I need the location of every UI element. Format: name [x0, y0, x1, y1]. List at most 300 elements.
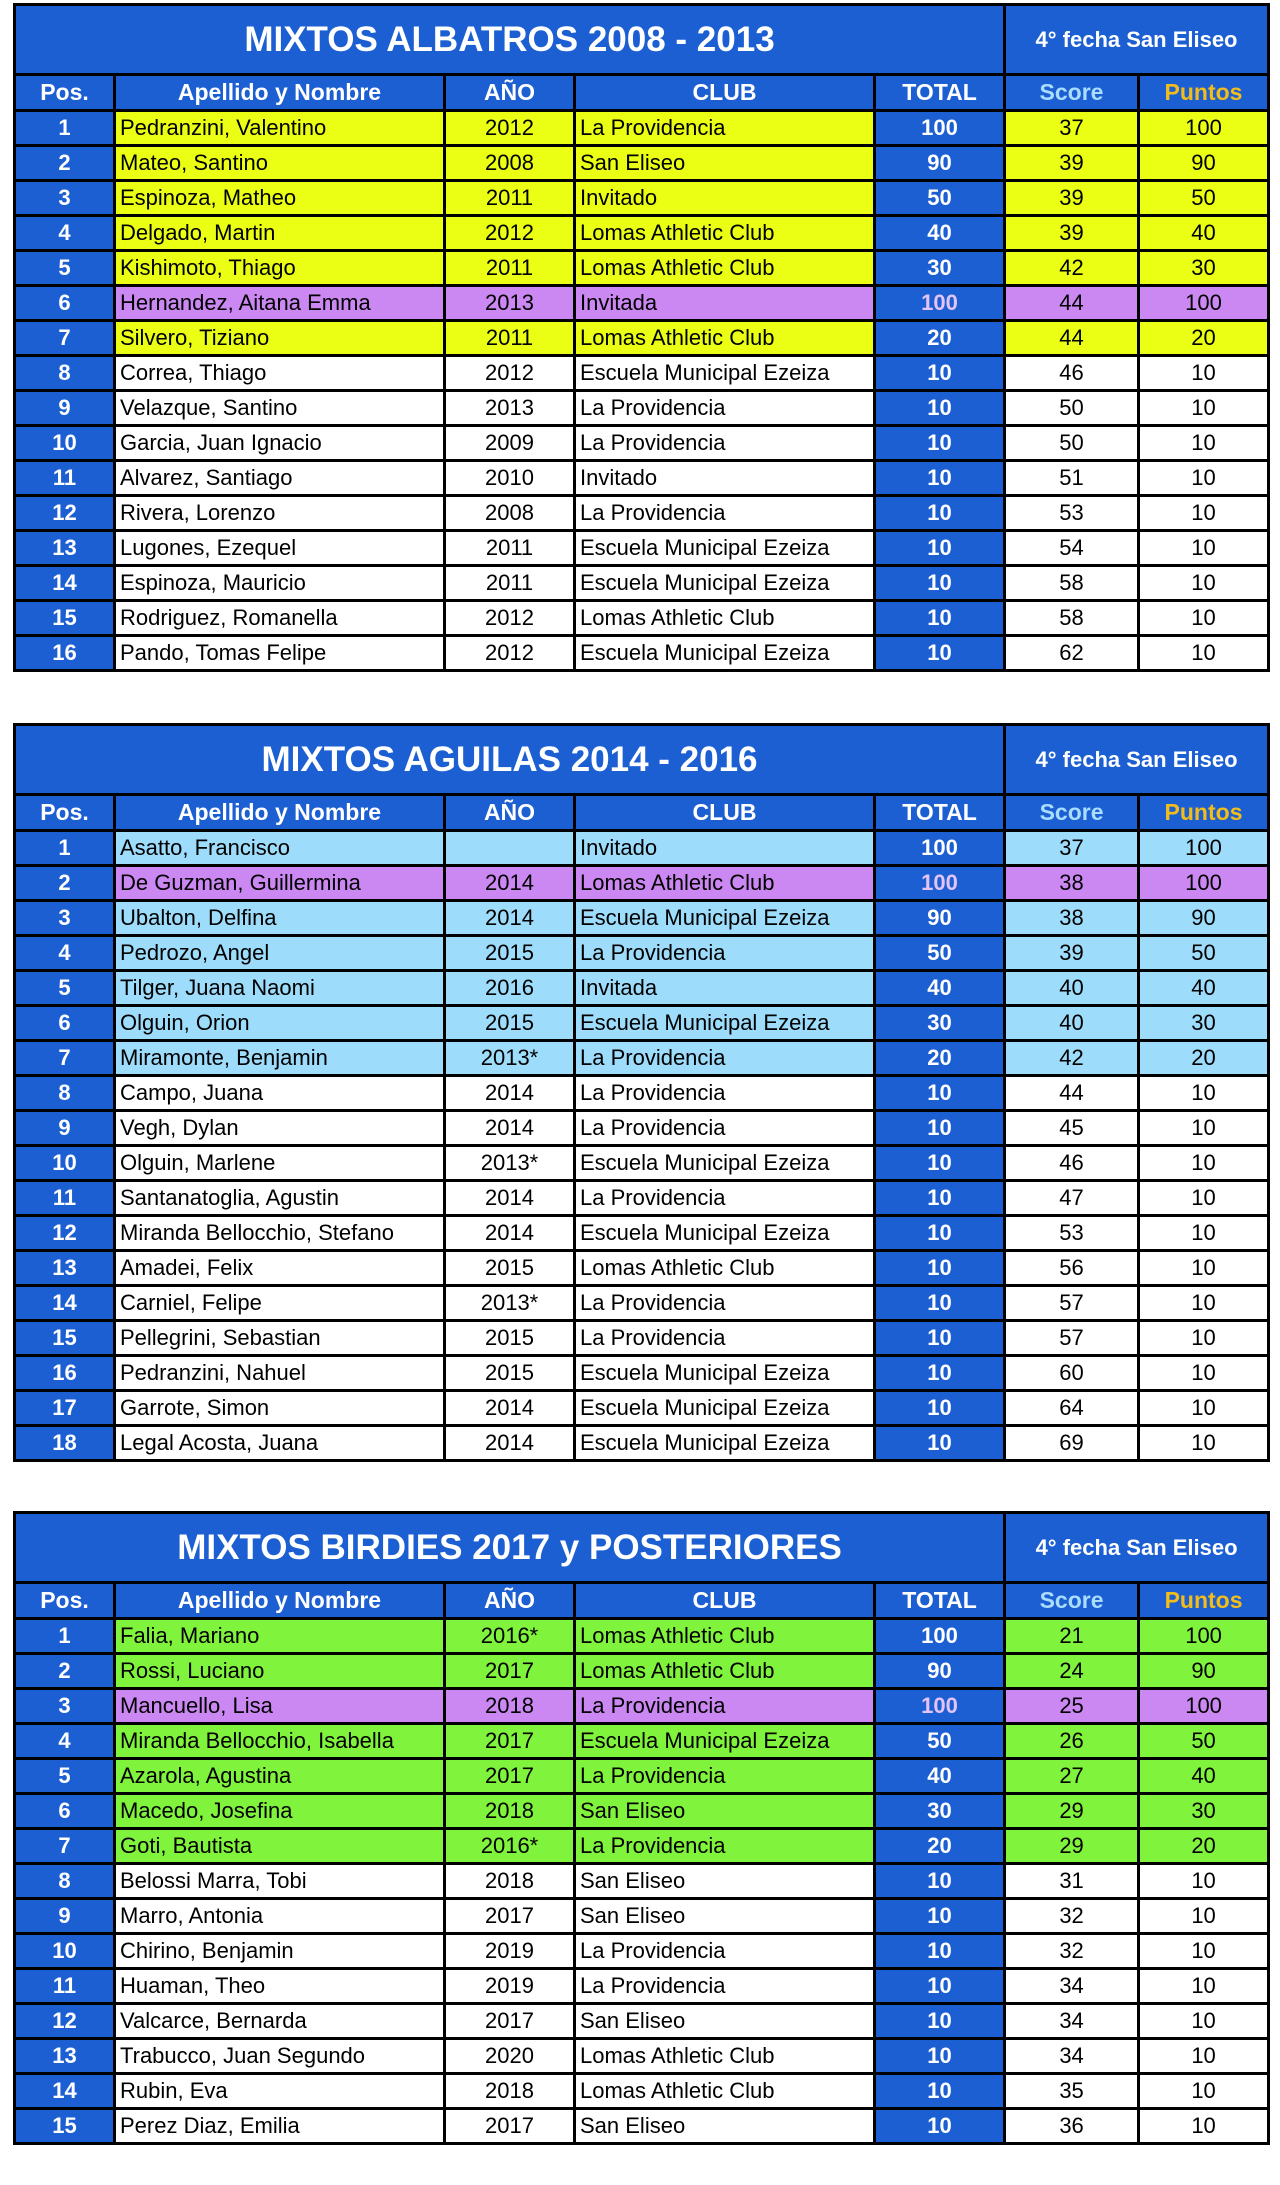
year-cell: 2014: [445, 1181, 575, 1216]
club-cell: Escuela Municipal Ezeiza: [575, 1724, 875, 1759]
puntos-cell: 10: [1139, 2039, 1269, 2074]
total-cell: 10: [875, 1146, 1005, 1181]
player-name-cell: Asatto, Francisco: [115, 831, 445, 866]
puntos-cell: 10: [1139, 1286, 1269, 1321]
score-cell: 57: [1005, 1321, 1139, 1356]
total-cell: 10: [875, 1321, 1005, 1356]
header-total: TOTAL: [875, 1583, 1005, 1619]
score-cell: 27: [1005, 1759, 1139, 1794]
year-cell: 2011: [445, 321, 575, 356]
position-cell: 17: [15, 1391, 115, 1426]
header-pos: Pos.: [15, 75, 115, 111]
position-cell: 7: [15, 321, 115, 356]
position-cell: 15: [15, 2109, 115, 2144]
total-cell: 10: [875, 1934, 1005, 1969]
puntos-cell: 10: [1139, 1934, 1269, 1969]
club-cell: La Providencia: [575, 936, 875, 971]
total-cell: 90: [875, 901, 1005, 936]
position-cell: 6: [15, 1794, 115, 1829]
table-row: [15, 1794, 1269, 1829]
club-cell: San Eliseo: [575, 1899, 875, 1934]
score-cell: 39: [1005, 216, 1139, 251]
header-name: Apellido y Nombre: [115, 1583, 445, 1619]
player-name-cell: Pedrozo, Angel: [115, 936, 445, 971]
score-cell: 50: [1005, 391, 1139, 426]
puntos-cell: 10: [1139, 1146, 1269, 1181]
table-row: [15, 1864, 1269, 1899]
score-cell: 46: [1005, 1146, 1139, 1181]
year-cell: 2013: [445, 286, 575, 321]
total-cell: 10: [875, 426, 1005, 461]
player-name-cell: Vegh, Dylan: [115, 1111, 445, 1146]
puntos-cell: 20: [1139, 321, 1269, 356]
table-row: [15, 601, 1269, 636]
puntos-cell: 10: [1139, 496, 1269, 531]
club-cell: Lomas Athletic Club: [575, 2074, 875, 2109]
fecha-label: 4° fecha San Eliseo: [1005, 725, 1269, 795]
table-row: [15, 286, 1269, 321]
player-name-cell: Miranda Bellocchio, Stefano: [115, 1216, 445, 1251]
table-albatros: [13, 3, 1270, 672]
table-row: [15, 901, 1269, 936]
club-cell: Escuela Municipal Ezeiza: [575, 1391, 875, 1426]
year-cell: 2009: [445, 426, 575, 461]
score-cell: 50: [1005, 426, 1139, 461]
score-cell: 31: [1005, 1864, 1139, 1899]
fecha-label: 4° fecha San Eliseo: [1005, 1513, 1269, 1583]
score-cell: 53: [1005, 1216, 1139, 1251]
club-cell: Escuela Municipal Ezeiza: [575, 636, 875, 671]
club-cell: La Providencia: [575, 1111, 875, 1146]
position-cell: 1: [15, 1619, 115, 1654]
player-name-cell: Espinoza, Mauricio: [115, 566, 445, 601]
year-cell: 2019: [445, 1969, 575, 2004]
player-name-cell: Santanatoglia, Agustin: [115, 1181, 445, 1216]
score-cell: 34: [1005, 1969, 1139, 2004]
total-cell: 90: [875, 146, 1005, 181]
score-cell: 39: [1005, 181, 1139, 216]
position-cell: 9: [15, 1111, 115, 1146]
club-cell: Lomas Athletic Club: [575, 1619, 875, 1654]
header-year: AÑO: [445, 75, 575, 111]
table-row: [15, 971, 1269, 1006]
header-pos: Pos.: [15, 1583, 115, 1619]
total-cell: 10: [875, 1391, 1005, 1426]
total-cell: 10: [875, 1426, 1005, 1461]
player-name-cell: Valcarce, Bernarda: [115, 2004, 445, 2039]
position-cell: 11: [15, 1181, 115, 1216]
position-cell: 4: [15, 936, 115, 971]
total-cell: 10: [875, 1286, 1005, 1321]
header-name: Apellido y Nombre: [115, 795, 445, 831]
club-cell: La Providencia: [575, 1286, 875, 1321]
puntos-cell: 10: [1139, 426, 1269, 461]
total-cell: 100: [875, 831, 1005, 866]
position-cell: 6: [15, 1006, 115, 1041]
header-total: TOTAL: [875, 75, 1005, 111]
club-cell: La Providencia: [575, 1969, 875, 2004]
score-cell: 34: [1005, 2004, 1139, 2039]
score-cell: 25: [1005, 1689, 1139, 1724]
position-cell: 14: [15, 566, 115, 601]
year-cell: 2008: [445, 146, 575, 181]
puntos-cell: 100: [1139, 286, 1269, 321]
score-cell: 45: [1005, 1111, 1139, 1146]
total-cell: 10: [875, 496, 1005, 531]
table-birdies: [13, 1511, 1270, 2145]
club-cell: La Providencia: [575, 1321, 875, 1356]
header-club: CLUB: [575, 1583, 875, 1619]
puntos-cell: 90: [1139, 901, 1269, 936]
position-cell: 10: [15, 1934, 115, 1969]
table-row: [15, 1181, 1269, 1216]
table-row: [15, 1216, 1269, 1251]
club-cell: Escuela Municipal Ezeiza: [575, 1006, 875, 1041]
club-cell: Invitado: [575, 461, 875, 496]
puntos-cell: 10: [1139, 1969, 1269, 2004]
section-title-row: [15, 725, 1269, 795]
position-cell: 7: [15, 1829, 115, 1864]
club-cell: Lomas Athletic Club: [575, 601, 875, 636]
total-cell: 10: [875, 636, 1005, 671]
year-cell: 2014: [445, 1426, 575, 1461]
score-cell: 62: [1005, 636, 1139, 671]
table-aguilas: [13, 723, 1270, 1462]
year-cell: 2020: [445, 2039, 575, 2074]
year-cell: 2015: [445, 1006, 575, 1041]
header-pos: Pos.: [15, 795, 115, 831]
player-name-cell: Falia, Mariano: [115, 1619, 445, 1654]
position-cell: 6: [15, 286, 115, 321]
score-cell: 37: [1005, 831, 1139, 866]
table-row: [15, 1356, 1269, 1391]
total-cell: 10: [875, 1969, 1005, 2004]
table-row: [15, 1689, 1269, 1724]
score-cell: 38: [1005, 901, 1139, 936]
year-cell: [445, 831, 575, 866]
position-cell: 4: [15, 216, 115, 251]
position-cell: 5: [15, 251, 115, 286]
total-cell: 10: [875, 1076, 1005, 1111]
header-puntos: Puntos: [1139, 795, 1269, 831]
table-row: [15, 461, 1269, 496]
total-cell: 20: [875, 321, 1005, 356]
section-title-row: [15, 1513, 1269, 1583]
club-cell: La Providencia: [575, 1076, 875, 1111]
player-name-cell: Tilger, Juana Naomi: [115, 971, 445, 1006]
puntos-cell: 10: [1139, 461, 1269, 496]
year-cell: 2015: [445, 1356, 575, 1391]
player-name-cell: Carniel, Felipe: [115, 1286, 445, 1321]
table-row: [15, 1619, 1269, 1654]
year-cell: 2011: [445, 531, 575, 566]
player-name-cell: Garrote, Simon: [115, 1391, 445, 1426]
puntos-cell: 10: [1139, 1216, 1269, 1251]
puntos-cell: 100: [1139, 831, 1269, 866]
club-cell: Lomas Athletic Club: [575, 216, 875, 251]
player-name-cell: Lugones, Ezequel: [115, 531, 445, 566]
score-cell: 32: [1005, 1899, 1139, 1934]
puntos-cell: 30: [1139, 1006, 1269, 1041]
header-score: Score: [1005, 795, 1139, 831]
position-cell: 15: [15, 601, 115, 636]
position-cell: 8: [15, 1864, 115, 1899]
player-name-cell: Belossi Marra, Tobi: [115, 1864, 445, 1899]
club-cell: La Providencia: [575, 1041, 875, 1076]
score-cell: 44: [1005, 286, 1139, 321]
table-row: [15, 251, 1269, 286]
position-cell: 2: [15, 866, 115, 901]
position-cell: 8: [15, 356, 115, 391]
position-cell: 2: [15, 1654, 115, 1689]
club-cell: Invitado: [575, 181, 875, 216]
position-cell: 16: [15, 636, 115, 671]
position-cell: 12: [15, 496, 115, 531]
year-cell: 2011: [445, 251, 575, 286]
score-cell: 54: [1005, 531, 1139, 566]
year-cell: 2012: [445, 636, 575, 671]
puntos-cell: 10: [1139, 1426, 1269, 1461]
position-cell: 14: [15, 2074, 115, 2109]
puntos-cell: 30: [1139, 251, 1269, 286]
score-cell: 69: [1005, 1426, 1139, 1461]
player-name-cell: Pando, Tomas Felipe: [115, 636, 445, 671]
position-cell: 3: [15, 1689, 115, 1724]
club-cell: Lomas Athletic Club: [575, 2039, 875, 2074]
table-row: [15, 2039, 1269, 2074]
total-cell: 100: [875, 1619, 1005, 1654]
table-row: [15, 936, 1269, 971]
table-row: [15, 1321, 1269, 1356]
position-cell: 3: [15, 181, 115, 216]
table-row: [15, 1899, 1269, 1934]
score-cell: 35: [1005, 2074, 1139, 2109]
puntos-cell: 10: [1139, 1076, 1269, 1111]
position-cell: 9: [15, 391, 115, 426]
table-row: [15, 496, 1269, 531]
player-name-cell: Hernandez, Aitana Emma: [115, 286, 445, 321]
table-row: [15, 1286, 1269, 1321]
section-title: MIXTOS AGUILAS 2014 - 2016: [15, 725, 1005, 795]
position-cell: 11: [15, 1969, 115, 2004]
puntos-cell: 10: [1139, 2109, 1269, 2144]
total-cell: 40: [875, 971, 1005, 1006]
position-cell: 18: [15, 1426, 115, 1461]
puntos-cell: 90: [1139, 1654, 1269, 1689]
club-cell: La Providencia: [575, 1829, 875, 1864]
column-header-row: [15, 1583, 1269, 1619]
table-row: [15, 356, 1269, 391]
club-cell: Escuela Municipal Ezeiza: [575, 566, 875, 601]
table-row: [15, 1969, 1269, 2004]
player-name-cell: Goti, Bautista: [115, 1829, 445, 1864]
year-cell: 2015: [445, 1251, 575, 1286]
puntos-cell: 100: [1139, 866, 1269, 901]
position-cell: 13: [15, 1251, 115, 1286]
table-row: [15, 146, 1269, 181]
club-cell: Invitada: [575, 971, 875, 1006]
puntos-cell: 30: [1139, 1794, 1269, 1829]
club-cell: La Providencia: [575, 426, 875, 461]
player-name-cell: Marro, Antonia: [115, 1899, 445, 1934]
year-cell: 2010: [445, 461, 575, 496]
table-row: [15, 1829, 1269, 1864]
table-row: [15, 1146, 1269, 1181]
position-cell: 5: [15, 971, 115, 1006]
score-cell: 47: [1005, 1181, 1139, 1216]
club-cell: Escuela Municipal Ezeiza: [575, 901, 875, 936]
player-name-cell: Rubin, Eva: [115, 2074, 445, 2109]
year-cell: 2014: [445, 1391, 575, 1426]
total-cell: 10: [875, 1864, 1005, 1899]
total-cell: 90: [875, 1654, 1005, 1689]
year-cell: 2018: [445, 2074, 575, 2109]
player-name-cell: Garcia, Juan Ignacio: [115, 426, 445, 461]
puntos-cell: 10: [1139, 1899, 1269, 1934]
table-row: [15, 866, 1269, 901]
club-cell: Escuela Municipal Ezeiza: [575, 1146, 875, 1181]
table-row: [15, 1759, 1269, 1794]
player-name-cell: Rodriguez, Romanella: [115, 601, 445, 636]
year-cell: 2014: [445, 1076, 575, 1111]
position-cell: 16: [15, 1356, 115, 1391]
player-name-cell: Chirino, Benjamin: [115, 1934, 445, 1969]
table-row: [15, 566, 1269, 601]
puntos-cell: 40: [1139, 216, 1269, 251]
player-name-cell: Olguin, Marlene: [115, 1146, 445, 1181]
table-row: [15, 1041, 1269, 1076]
club-cell: Lomas Athletic Club: [575, 321, 875, 356]
player-name-cell: Campo, Juana: [115, 1076, 445, 1111]
total-cell: 10: [875, 1181, 1005, 1216]
puntos-cell: 10: [1139, 391, 1269, 426]
score-cell: 39: [1005, 146, 1139, 181]
total-cell: 20: [875, 1829, 1005, 1864]
year-cell: 2013*: [445, 1286, 575, 1321]
year-cell: 2012: [445, 216, 575, 251]
score-cell: 57: [1005, 1286, 1139, 1321]
total-cell: 40: [875, 1759, 1005, 1794]
header-score: Score: [1005, 1583, 1139, 1619]
score-cell: 34: [1005, 2039, 1139, 2074]
player-name-cell: Amadei, Felix: [115, 1251, 445, 1286]
club-cell: La Providencia: [575, 1181, 875, 1216]
score-cell: 64: [1005, 1391, 1139, 1426]
club-cell: San Eliseo: [575, 1794, 875, 1829]
puntos-cell: 10: [1139, 356, 1269, 391]
year-cell: 2011: [445, 181, 575, 216]
score-cell: 58: [1005, 601, 1139, 636]
year-cell: 2017: [445, 1759, 575, 1794]
table-row: [15, 1724, 1269, 1759]
position-cell: 12: [15, 1216, 115, 1251]
table-row: [15, 111, 1269, 146]
table-row: [15, 1391, 1269, 1426]
puntos-cell: 10: [1139, 601, 1269, 636]
score-cell: 26: [1005, 1724, 1139, 1759]
total-cell: 100: [875, 111, 1005, 146]
year-cell: 2013: [445, 391, 575, 426]
club-cell: Escuela Municipal Ezeiza: [575, 1216, 875, 1251]
player-name-cell: Rossi, Luciano: [115, 1654, 445, 1689]
total-cell: 10: [875, 2074, 1005, 2109]
total-cell: 10: [875, 2004, 1005, 2039]
year-cell: 2012: [445, 111, 575, 146]
position-cell: 14: [15, 1286, 115, 1321]
total-cell: 100: [875, 286, 1005, 321]
puntos-cell: 90: [1139, 146, 1269, 181]
score-cell: 40: [1005, 971, 1139, 1006]
year-cell: 2016: [445, 971, 575, 1006]
table-row: [15, 2004, 1269, 2039]
club-cell: Invitado: [575, 831, 875, 866]
header-puntos: Puntos: [1139, 75, 1269, 111]
score-cell: 38: [1005, 866, 1139, 901]
score-cell: 29: [1005, 1829, 1139, 1864]
position-cell: 12: [15, 2004, 115, 2039]
club-cell: Lomas Athletic Club: [575, 1251, 875, 1286]
year-cell: 2013*: [445, 1146, 575, 1181]
header-score: Score: [1005, 75, 1139, 111]
player-name-cell: Perez Diaz, Emilia: [115, 2109, 445, 2144]
club-cell: Invitada: [575, 286, 875, 321]
player-name-cell: Rivera, Lorenzo: [115, 496, 445, 531]
total-cell: 40: [875, 216, 1005, 251]
header-puntos: Puntos: [1139, 1583, 1269, 1619]
player-name-cell: Azarola, Agustina: [115, 1759, 445, 1794]
total-cell: 10: [875, 1216, 1005, 1251]
total-cell: 20: [875, 1041, 1005, 1076]
total-cell: 50: [875, 1724, 1005, 1759]
puntos-cell: 50: [1139, 936, 1269, 971]
club-cell: San Eliseo: [575, 146, 875, 181]
club-cell: La Providencia: [575, 391, 875, 426]
position-cell: 8: [15, 1076, 115, 1111]
table-row: [15, 426, 1269, 461]
club-cell: Escuela Municipal Ezeiza: [575, 356, 875, 391]
score-cell: 44: [1005, 1076, 1139, 1111]
table-row: [15, 1934, 1269, 1969]
total-cell: 10: [875, 531, 1005, 566]
header-year: AÑO: [445, 1583, 575, 1619]
total-cell: 10: [875, 566, 1005, 601]
club-cell: La Providencia: [575, 1934, 875, 1969]
table-row: [15, 181, 1269, 216]
table-row: [15, 391, 1269, 426]
header-year: AÑO: [445, 795, 575, 831]
year-cell: 2015: [445, 1321, 575, 1356]
score-cell: 21: [1005, 1619, 1139, 1654]
player-name-cell: Macedo, Josefina: [115, 1794, 445, 1829]
puntos-cell: 50: [1139, 1724, 1269, 1759]
table-row: [15, 636, 1269, 671]
player-name-cell: Correa, Thiago: [115, 356, 445, 391]
player-name-cell: Pedranzini, Nahuel: [115, 1356, 445, 1391]
total-cell: 10: [875, 1251, 1005, 1286]
score-cell: 44: [1005, 321, 1139, 356]
score-cell: 37: [1005, 111, 1139, 146]
total-cell: 10: [875, 461, 1005, 496]
column-header-row: [15, 75, 1269, 111]
puntos-cell: 20: [1139, 1041, 1269, 1076]
player-name-cell: Huaman, Theo: [115, 1969, 445, 2004]
player-name-cell: Olguin, Orion: [115, 1006, 445, 1041]
score-cell: 53: [1005, 496, 1139, 531]
table-row: [15, 216, 1269, 251]
puntos-cell: 10: [1139, 1111, 1269, 1146]
score-cell: 32: [1005, 1934, 1139, 1969]
position-cell: 11: [15, 461, 115, 496]
